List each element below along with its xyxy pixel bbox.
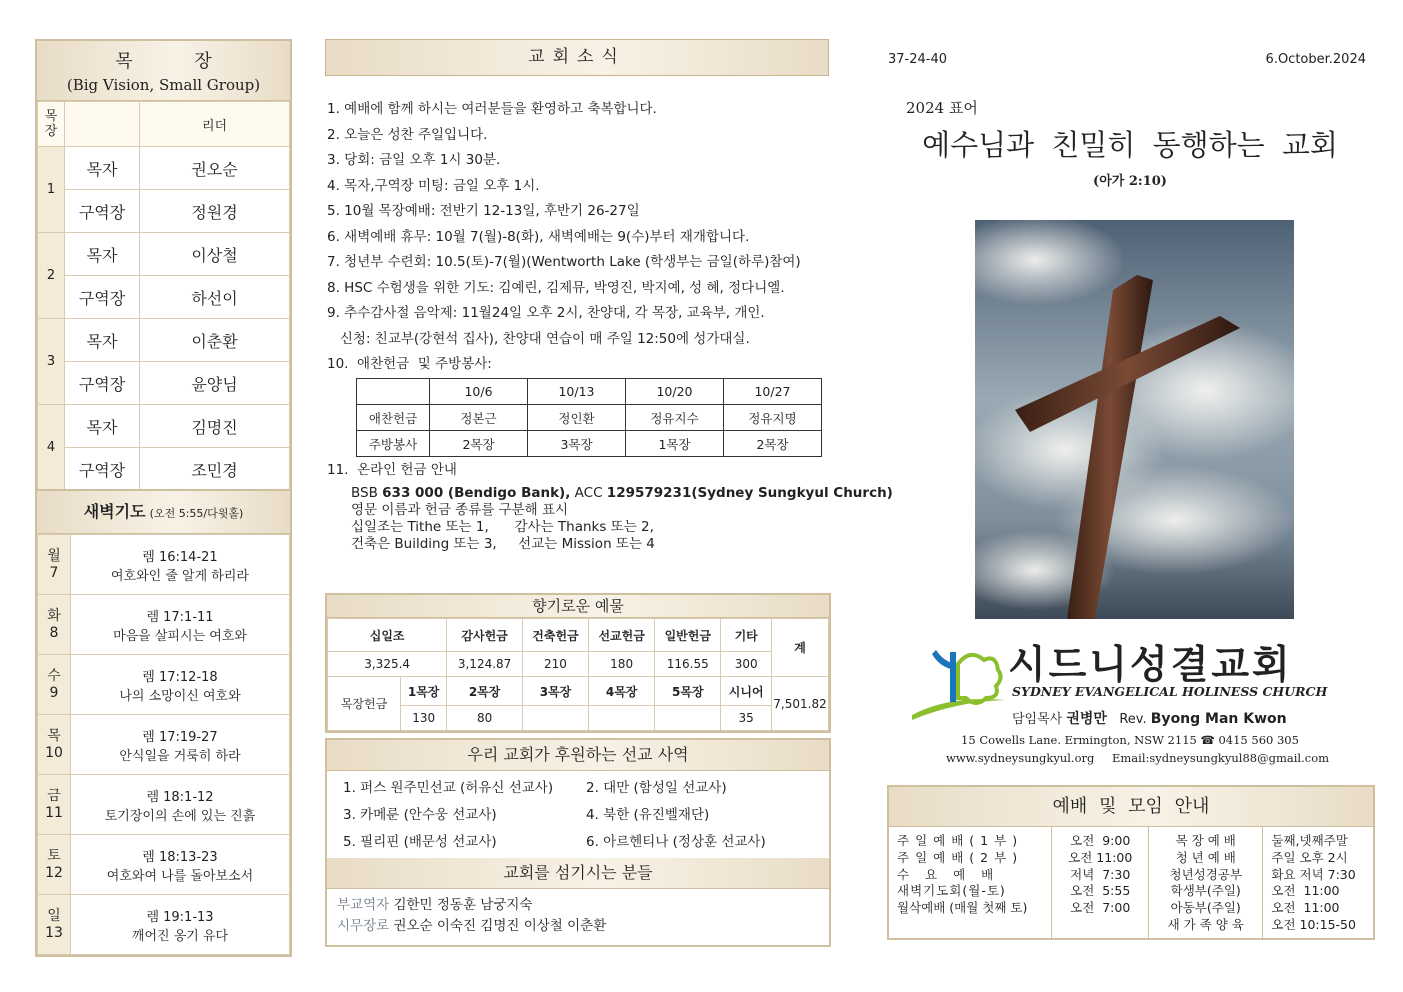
worship-schedule-panel (887, 785, 1375, 940)
list-item: 5. 10월 목장예배: 전반기 12-13일, 후반기 26-27일 (327, 203, 640, 219)
table-row (38, 535, 290, 595)
leader-name: 이춘환 (140, 319, 290, 362)
list-item: 4. 목자,구역장 미팅: 금일 오후 1시. (327, 177, 540, 194)
meeting-time: 둘째,넷째주말 (1271, 833, 1348, 848)
mission-support-panel (325, 738, 831, 947)
table-cell: 80 (447, 706, 523, 731)
column-header: 일반헌금 (655, 619, 721, 652)
day-date: 12 (45, 864, 63, 881)
table-cell: 180 (589, 652, 655, 677)
meeting-name: 청년성경공부 (1169, 866, 1242, 882)
table-cell: 3목장 (528, 431, 626, 457)
table-row (38, 655, 290, 715)
reading-cell (71, 775, 290, 835)
offering-report-panel (325, 593, 831, 733)
table-row (357, 431, 822, 457)
table-cell: 35 (721, 706, 772, 731)
pastor-group-title: 목 장 (115, 51, 240, 72)
date-header: 10/20 (626, 379, 724, 405)
day-name: 토 (47, 847, 61, 864)
list-item: 3. 카메룬 (안수웅 선교사) (343, 807, 497, 823)
meeting-name: 목 장 예 배 (1175, 833, 1236, 848)
year-motto-label: 2024 표어 (906, 99, 978, 117)
scripture-ref: 렘 17:12-18 (142, 669, 218, 685)
meeting-times-column (1263, 827, 1373, 938)
reading-cell (71, 595, 290, 655)
row-label: 주방봉사 (357, 431, 430, 457)
table-cell (655, 706, 721, 731)
list-item: 6. 아르헨티나 (정상훈 선교사) (586, 834, 766, 850)
pastor-group-header (37, 41, 290, 101)
dawn-prayer-title: 새벽기도 (83, 502, 146, 521)
church-address: 15 Cowells Lane. Ermington, NSW 2115 ☎ 0415 560 305 (961, 733, 1299, 747)
list-item: 1. 퍼스 원주민선교 (허유신 선교사) (343, 780, 554, 796)
day-date: 7 (49, 564, 59, 581)
service-name: 월삭예배 (매월 첫째 토) (897, 900, 1028, 916)
table-cell: 130 (401, 706, 447, 731)
servant-role: 시무장로 (337, 918, 390, 934)
group-number: 2 (38, 233, 65, 319)
scripture-title: 마음을 살피시는 여호와 (113, 628, 247, 644)
dawn-prayer-table (37, 534, 290, 955)
leader-name: 하선이 (140, 276, 290, 319)
list-item: 5. 필리핀 (배문성 선교사) (343, 834, 497, 850)
reading-cell (71, 535, 290, 595)
leader-name: 윤양님 (140, 362, 290, 405)
meeting-time: 오전 10:15-50 (1271, 916, 1356, 932)
day-cell (38, 895, 71, 955)
church-news-list (327, 97, 832, 378)
list-item: 2. 오늘은 성찬 주일입니다. (327, 126, 488, 143)
leader-name: 이상철 (140, 233, 290, 276)
acc-prefix: ACC (570, 485, 607, 501)
scripture-title: 나의 소망이신 여호와 (119, 688, 241, 704)
servants-list (327, 889, 829, 945)
column-header: 시니어 (721, 677, 772, 706)
day-cell (38, 595, 71, 655)
online-offering-info (327, 460, 893, 553)
church-name-korean: 시드니성결교회 (1008, 643, 1293, 688)
church-email: Email:sydneysungkyul88@gmail.com (1112, 751, 1330, 765)
meeting-names-column (1149, 827, 1263, 938)
scripture-title: 깨어진 옹기 유다 (131, 928, 229, 944)
column-header: 건축헌금 (522, 619, 588, 652)
date-header: 10/27 (724, 379, 822, 405)
list-item: 10. 애찬헌금 및 주방봉사: (327, 356, 492, 372)
meeting-name: 아동부(주일) (1170, 900, 1241, 916)
list-item: 8. HSC 수험생을 위한 기도: 김예린, 김제뮤, 박영진, 박지예, 성 혜, 정다니엘. (327, 279, 785, 296)
church-news-title: 교회소식 (528, 47, 626, 67)
scripture-ref: 렘 17:1-11 (146, 609, 214, 625)
group-number: 1 (38, 147, 65, 233)
mission-header (327, 740, 829, 771)
day-name: 금 (47, 787, 61, 804)
mission-title: 우리 교회가 후원하는 선교 사역 (467, 745, 689, 764)
table-cell: 정유지수 (626, 405, 724, 431)
service-name: 새벽기도회(월-토) (897, 883, 1006, 899)
offering-report-title: 향기로운 예물 (532, 597, 624, 615)
pastor-name: 권병만 (1066, 711, 1107, 727)
day-date: 10 (45, 744, 63, 761)
column-header: 십일조 (328, 619, 447, 652)
list-item: 2. 대만 (함성일 선교사) (586, 780, 727, 796)
day-date: 11 (45, 804, 63, 821)
list-item: 신청: 친교부(강현석 집사), 찬양대 연습이 매 주일 12:50에 성가대실. (327, 330, 750, 347)
table-row (328, 677, 829, 706)
church-name-english: SYDNEY EVANGELICAL HOLINESS CHURCH (1012, 684, 1328, 699)
table-cell: 정인환 (528, 405, 626, 431)
service-time: 오전 9:00 (1070, 833, 1131, 848)
leader-name: 조민경 (140, 448, 290, 491)
pastor-label: 담임목사 (1012, 712, 1063, 727)
table-row (328, 706, 829, 731)
servant-role: 부교역자 (337, 897, 390, 913)
meeting-time: 화요 저녁 7:30 (1271, 866, 1356, 882)
table-cell: 3,124.87 (447, 652, 523, 677)
bank-account-line (351, 485, 893, 502)
meeting-name: 청 년 예 배 (1175, 849, 1236, 865)
dawn-prayer-header (37, 491, 290, 534)
year-motto: 예수님과 친밀히 동행하는 교회 (922, 128, 1338, 162)
scripture-ref: 렘 18:1-12 (146, 789, 214, 805)
leader-name: 정원경 (140, 190, 290, 233)
list-item: 4. 북한 (유진벨재단) (586, 807, 710, 823)
column-header: 선교헌금 (589, 619, 655, 652)
table-row (38, 319, 290, 362)
scripture-ref: 렘 17:19-27 (142, 729, 218, 745)
total-value: 7,501.82 (772, 677, 829, 731)
church-website: www.sydneysungkyul.org (946, 751, 1095, 765)
column-header: 2목장 (447, 677, 523, 706)
group-number: 3 (38, 319, 65, 405)
table-row (38, 595, 290, 655)
day-name: 수 (47, 667, 61, 684)
cross-image (975, 220, 1294, 619)
table-row (38, 715, 290, 775)
table-row (38, 835, 290, 895)
meeting-time: 오전 11:00 (1271, 900, 1340, 916)
table-row (38, 147, 290, 190)
servants-header (327, 858, 829, 889)
table-cell: 정본근 (430, 405, 528, 431)
meeting-name: 학생부(주일) (1170, 883, 1241, 899)
table-row (38, 775, 290, 835)
table-row (357, 405, 822, 431)
motto-verse: (아가 2:10) (1093, 174, 1167, 189)
worship-schedule-title: 예배 및 모임 안내 (1052, 796, 1210, 817)
dawn-prayer-time: (오전 5:55/다윗홀) (149, 507, 244, 520)
service-times-column (1052, 827, 1149, 938)
role-cell: 구역장 (65, 362, 140, 405)
table-cell: 300 (721, 652, 772, 677)
table-cell: 210 (522, 652, 588, 677)
table-cell: 3,325.4 (328, 652, 447, 677)
pastor-en-label: Rev. (1119, 712, 1147, 727)
leader-name: 권오순 (140, 147, 290, 190)
role-cell: 목자 (65, 233, 140, 276)
church-news-header (325, 39, 829, 76)
online-offering-note: 십일조는 Tithe 또는 1, 감사는 Thanks 또는 2, (351, 519, 654, 535)
table-cell: 2목장 (430, 431, 528, 457)
service-time: 오전 11:00 (1068, 849, 1133, 865)
scripture-title: 여호와여 나를 돌아보소서 (106, 868, 254, 884)
senior-pastor (1012, 708, 1287, 728)
day-name: 화 (47, 607, 61, 624)
total-label: 계 (772, 619, 829, 677)
table-cell: 2목장 (724, 431, 822, 457)
day-cell (38, 655, 71, 715)
service-name: 주일예배(1부) (897, 833, 1024, 848)
table-cell: 116.55 (655, 652, 721, 677)
reading-cell (71, 715, 290, 775)
offering-duty-table (356, 378, 822, 457)
servant-names: 김한민 정동훈 남궁지숙 (393, 897, 533, 913)
day-date: 9 (49, 684, 59, 701)
group-number: 4 (38, 405, 65, 491)
row-label: 애찬헌금 (357, 405, 430, 431)
scripture-title: 안식일을 거룩히 하라 (119, 748, 241, 764)
service-names-column (889, 827, 1052, 938)
table-cell: 정유지명 (724, 405, 822, 431)
day-name: 목 (47, 727, 61, 744)
list-item: 3. 당회: 금일 오후 1시 30분. (327, 152, 501, 168)
date-header: 10/13 (528, 379, 626, 405)
pastor-group-table (37, 101, 290, 491)
scripture-title: 토기장이의 손에 있는 진흙 (104, 808, 256, 824)
table-row (38, 895, 290, 955)
worship-schedule-header (889, 787, 1373, 827)
column-header: 감사헌금 (447, 619, 523, 652)
list-item: 9. 추수감사절 음악제: 11월24일 오후 2시, 찬양대, 각 목장, 교육부, 개인. (327, 305, 765, 321)
servant-names: 권오순 이숙진 김명진 이상철 이춘환 (393, 918, 607, 934)
offering-report-header (327, 595, 829, 618)
church-logo-icon (910, 640, 1005, 720)
worship-schedule-table (889, 827, 1373, 938)
acc-value: 129579231(Sydney Sungkyul Church) (606, 485, 893, 501)
table-header-row (328, 619, 829, 652)
role-cell: 목자 (65, 319, 140, 362)
service-time: 오전 7:00 (1070, 900, 1131, 916)
column-header: 기타 (721, 619, 772, 652)
table-row (328, 652, 829, 677)
role-cell: 구역장 (65, 276, 140, 319)
list-item: 1. 예배에 함께 하시는 여러분들을 환영하고 축복합니다. (327, 101, 657, 117)
column-header: 1목장 (401, 677, 447, 706)
dawn-prayer-panel (35, 489, 292, 957)
mission-list (327, 771, 829, 858)
role-cell: 구역장 (65, 448, 140, 491)
online-offering-note: 영문 이름과 헌금 종류를 구분해 표시 (351, 502, 569, 518)
col-group-header: 목 장 (38, 102, 65, 147)
pastor-group-panel (35, 39, 292, 493)
list-item: 7. 청년부 수련회: 10.5(토)-7(월)(Wentworth Lake (학생부는 금일(하루)참여) (327, 254, 801, 270)
role-cell: 목자 (65, 405, 140, 448)
table-cell (589, 706, 655, 731)
day-name: 월 (47, 547, 61, 564)
reading-cell (71, 895, 290, 955)
online-offering-title: 11. 온라인 헌금 안내 (327, 462, 457, 478)
day-cell (38, 775, 71, 835)
scripture-ref: 렘 18:13-23 (142, 849, 218, 865)
column-header: 3목장 (522, 677, 588, 706)
service-time: 저녁 7:30 (1070, 866, 1131, 882)
service-time: 오전 5:55 (1070, 883, 1131, 899)
day-date: 13 (45, 924, 63, 941)
bsb-value: 633 000 (Bendigo Bank), (382, 485, 571, 501)
table-row (38, 448, 290, 491)
meeting-name: 새 가 족 양 육 (1167, 916, 1244, 932)
service-name: 주일예배(2부) (897, 849, 1024, 865)
table-row (38, 190, 290, 233)
servants-title: 교회를 섬기시는 분들 (503, 863, 653, 882)
col-role-header (65, 102, 140, 147)
reading-cell (71, 835, 290, 895)
column-header: 5목장 (655, 677, 721, 706)
table-row (38, 362, 290, 405)
table-header-row (357, 379, 822, 405)
meeting-time: 오전 11:00 (1271, 883, 1340, 899)
bulletin-date: 6.October.2024 (1265, 52, 1366, 67)
online-offering-note: 건축은 Building 또는 3, 선교는 Mission 또는 4 (351, 536, 655, 552)
table-header-row (38, 102, 290, 147)
table-cell (522, 706, 588, 731)
service-name: 수 요 예 배 (897, 866, 1000, 882)
scripture-ref: 렘 16:14-21 (142, 549, 218, 565)
table-row (38, 233, 290, 276)
row-label: 목장헌금 (328, 677, 401, 731)
table-cell: 1목장 (626, 431, 724, 457)
day-cell (38, 835, 71, 895)
reading-cell (71, 655, 290, 715)
date-header: 10/6 (430, 379, 528, 405)
table-row (38, 276, 290, 319)
scripture-title: 여호와인 줄 알게 하리라 (111, 568, 249, 584)
day-name: 일 (47, 907, 61, 924)
offering-report-table (327, 618, 829, 731)
table-row (38, 405, 290, 448)
pastor-name-english: Byong Man Kwon (1150, 711, 1287, 727)
column-header: 4목장 (589, 677, 655, 706)
scripture-ref: 렘 19:1-13 (146, 909, 214, 925)
day-date: 8 (49, 624, 59, 641)
leader-name: 김명진 (140, 405, 290, 448)
table-cell (357, 379, 430, 405)
bsb-prefix: BSB (351, 485, 383, 501)
list-item: 6. 새벽예배 휴무: 10월 7(월)-8(화), 새벽예배는 9(수)부터 재개합니다. (327, 228, 750, 245)
role-cell: 구역장 (65, 190, 140, 233)
issue-number: 37-24-40 (888, 52, 948, 67)
day-cell (38, 535, 71, 595)
meeting-time: 주일 오후 2시 (1271, 849, 1348, 865)
col-leader-header: 리더 (140, 102, 290, 147)
pastor-group-subtitle: (Big Vision, Small Group) (66, 76, 261, 94)
day-cell (38, 715, 71, 775)
role-cell: 목자 (65, 147, 140, 190)
